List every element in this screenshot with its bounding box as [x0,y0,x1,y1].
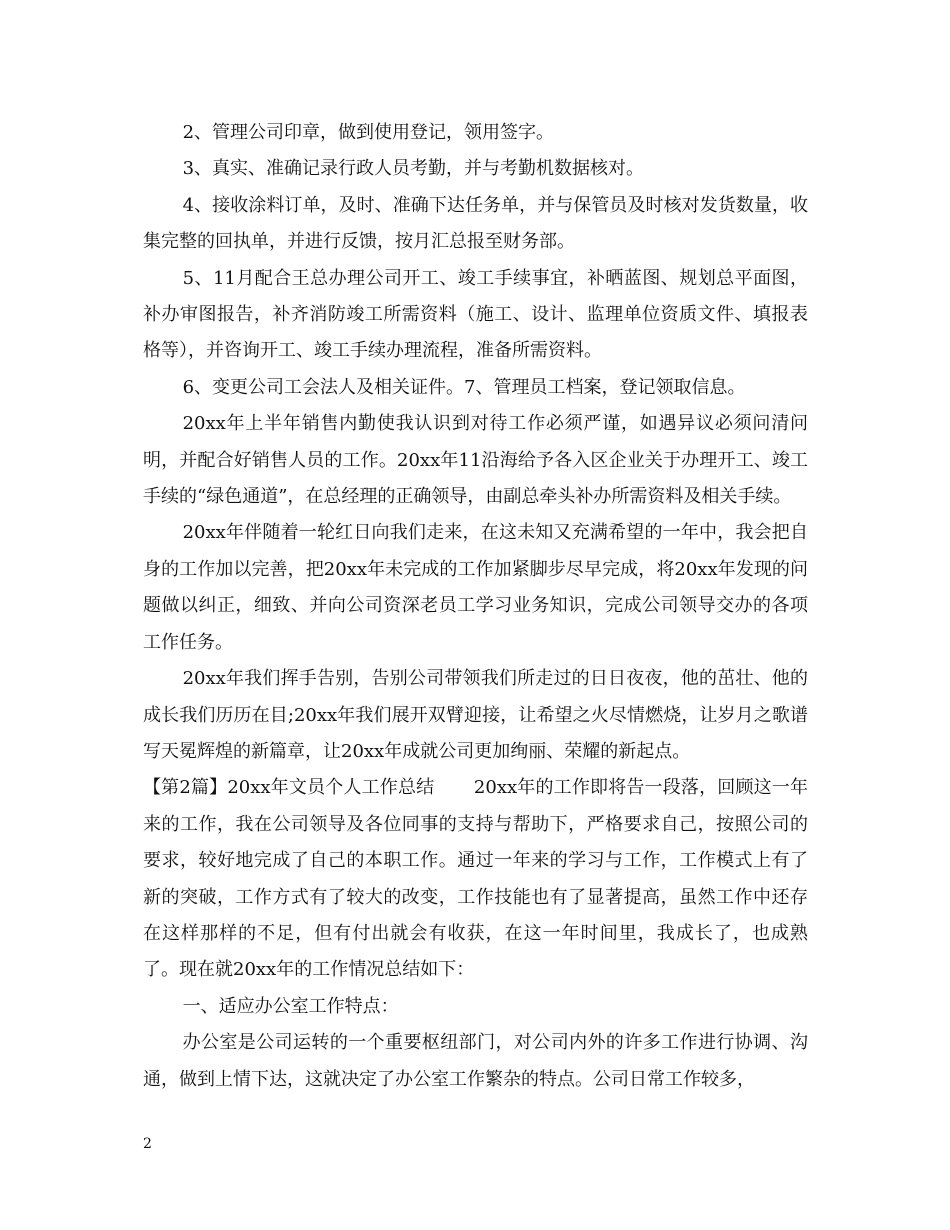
paragraph-farewell: 20xx年我们挥手告别，告别公司带领我们所走过的日日夜夜，他的茁壮、他的成长我们历历在目;20xx年我们展开双臂迎接，让希望之火尽情燃烧，让岁月之歌谱写天冕辉煌的新篇章，让20xx年成就公司更加绚丽、荣耀的新起点。 [143,668,808,762]
list-item-construction-procedures: 5、11月配合王总办理公司开工、竣工手续事宜，补晒蓝图、规划总平面图，补办审图报告，补齐消防竣工所需资料（施工、设计、监理单位资质文件、填报表格等），并咨询开工、竣工手续办理流程，准备所需资料。 [143,267,808,362]
paragraph-sales-review: 20xx年上半年销售内勤使我认识到对待工作必须严谨，如遇异议必须问清问明，并配合好销售人员的工作。20xx年11沿海给予各入区企业关于办理开工、竣工手续的“绿色通道”，在总经理的正确领导，由副总牵头补办所需资料及相关手续。 [143,413,808,508]
subheading-office-features: 一、适应办公室工作特点： [182,995,399,1017]
section-intro-paragraph [143,770,808,988]
section-heading: 【第2篇】20xx年文员个人工作总结 [143,777,435,799]
paragraph-office-hub: 办公室是公司运转的一个重要枢纽部门，对公司内外的许多工作进行协调、沟通，做到上情下达，这就决定了办公室工作繁杂的特点。公司日常工作较多， [143,1032,808,1090]
page-number: 2 [143,1136,152,1152]
list-item-union-and-archives: 6、变更公司工会法人及相关证件。7、管理员工档案，登记领取信息。 [182,376,746,398]
list-item-attendance-record: 3、真实、准确记录行政人员考勤，并与考勤机数据核对。 [182,158,645,180]
paragraph-new-year-plan: 20xx年伴随着一轮红日向我们走来，在这未知又充满希望的一年中，我会把自身的工作加以完善，把20xx年未完成的工作加紧脚步尽早完成，将20xx年发现的问题做以纠正，细致、并向公司资深老员工学习业务知识，完成公司领导交办的各项工作任务。 [143,522,808,653]
document-body [143,115,808,1098]
section-intro-text: 20xx年的工作即将告一段落，回顾这一年来的工作，我在公司领导及各位同事的支持与帮助下，严格要求自己，按照公司的要求，较好地完成了自己的本职工作。通过一年来的学习与工作，工作模式上有了新的突破，工作方式有了较大的改变，工作技能也有了显著提高，虽然工作中还存在这样那样的不足，但有付出就会有收获，在这一年时间里，我成长了，也成熟了。现在就20xx年的工作情况总结如下： [143,777,808,981]
list-item-paint-orders: 4、接收涂料订单，及时、准确下达任务单，并与保管员及时核对发货数量，收集完整的回执单，并进行反馈，按月汇总报至财务部。 [143,194,808,253]
list-item-seal-management: 2、管理公司印章，做到使用登记，领用签字。 [182,122,555,143]
